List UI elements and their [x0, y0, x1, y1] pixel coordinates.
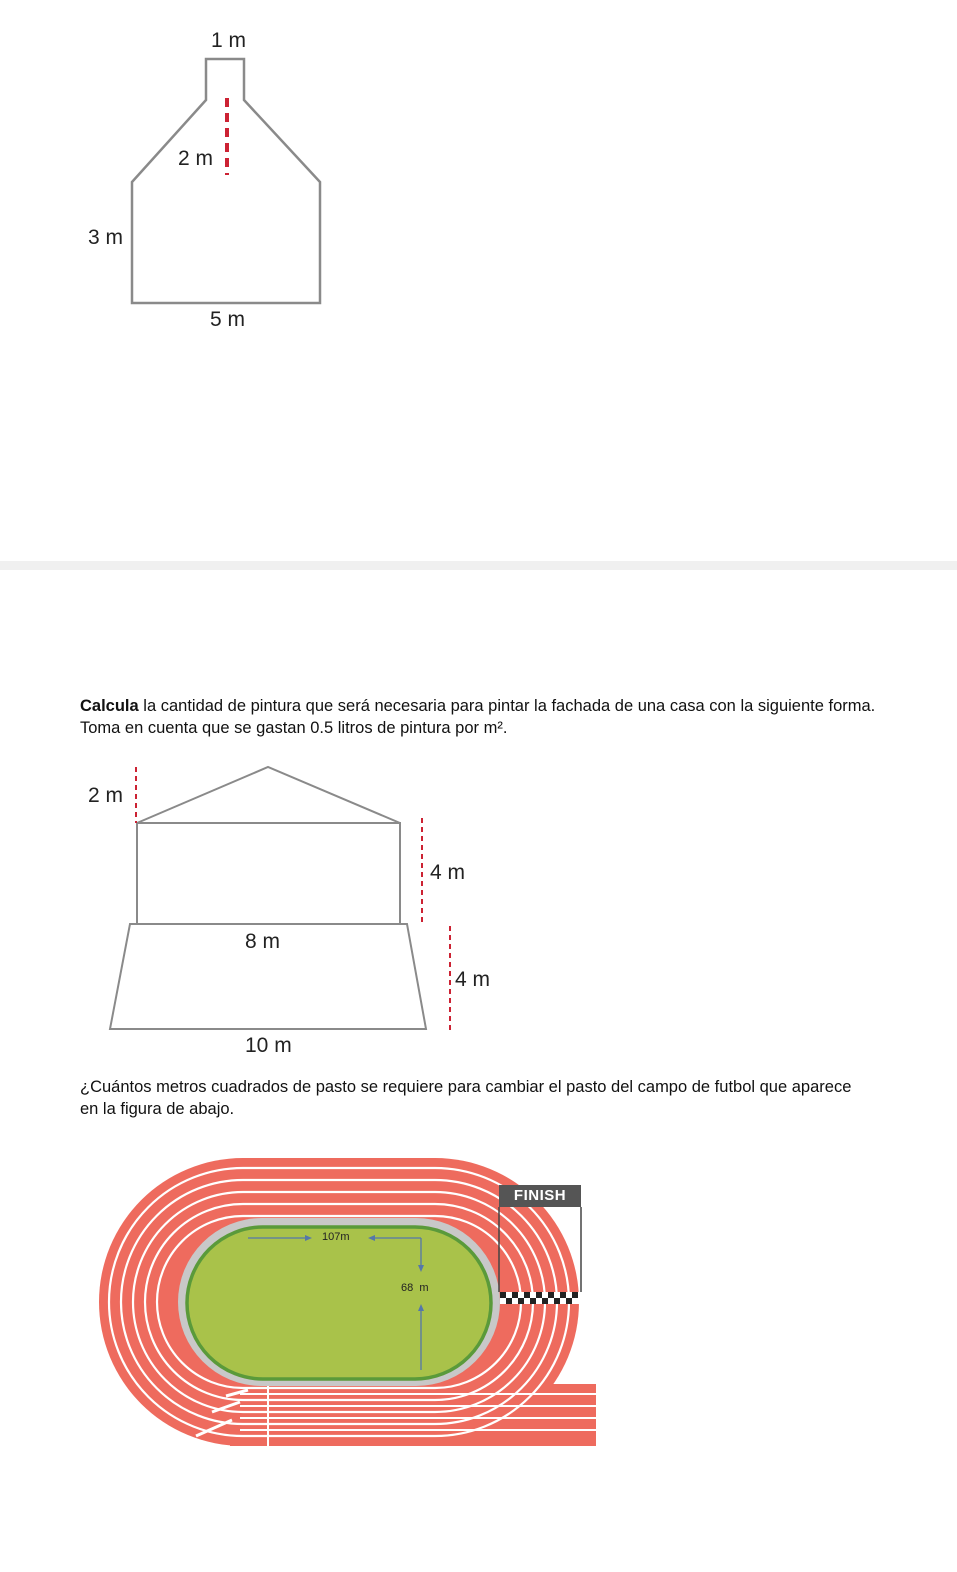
field-length-label: 107m: [322, 1231, 350, 1243]
house-outline: [132, 59, 320, 303]
label-trap-base: 10 m: [245, 1034, 292, 1057]
label-trap-height: 4 m: [455, 968, 491, 991]
label-base-width: 5 m: [210, 308, 246, 331]
label-chimney-width: 1 m: [211, 29, 247, 52]
field-width-label: 68 m: [401, 1282, 429, 1294]
problem-1-body: la cantidad de pintura que será necesaria para pintar la fachada de una casa con la siguiente forma. Toma en cuenta que se gastan 0.5 litros de pintura por m².: [80, 697, 876, 737]
label-rect-height: 4 m: [430, 861, 466, 884]
finish-label: FINISH: [513, 1187, 567, 1204]
figure-chimney-house: [0, 0, 400, 340]
section-divider: [0, 561, 957, 570]
figure-house-facade: [0, 750, 520, 1050]
problem-1-bold: Calcula: [80, 697, 139, 715]
label-wall-height: 3 m: [88, 226, 124, 249]
problem-1-text: [80, 695, 880, 739]
football-field: [187, 1227, 491, 1379]
label-roof-height-2: 2 m: [88, 784, 124, 807]
wall-rectangle: [137, 823, 400, 924]
roof-triangle: [137, 767, 400, 823]
finish-checker-line: [500, 1292, 580, 1304]
label-rect-width: 8 m: [245, 930, 281, 953]
label-roof-height: 2 m: [178, 147, 214, 170]
problem-2-text: ¿Cuántos metros cuadrados de pasto se requiere para cambiar el pasto del campo de futbol que aparece en la figura de abajo.: [80, 1078, 852, 1118]
